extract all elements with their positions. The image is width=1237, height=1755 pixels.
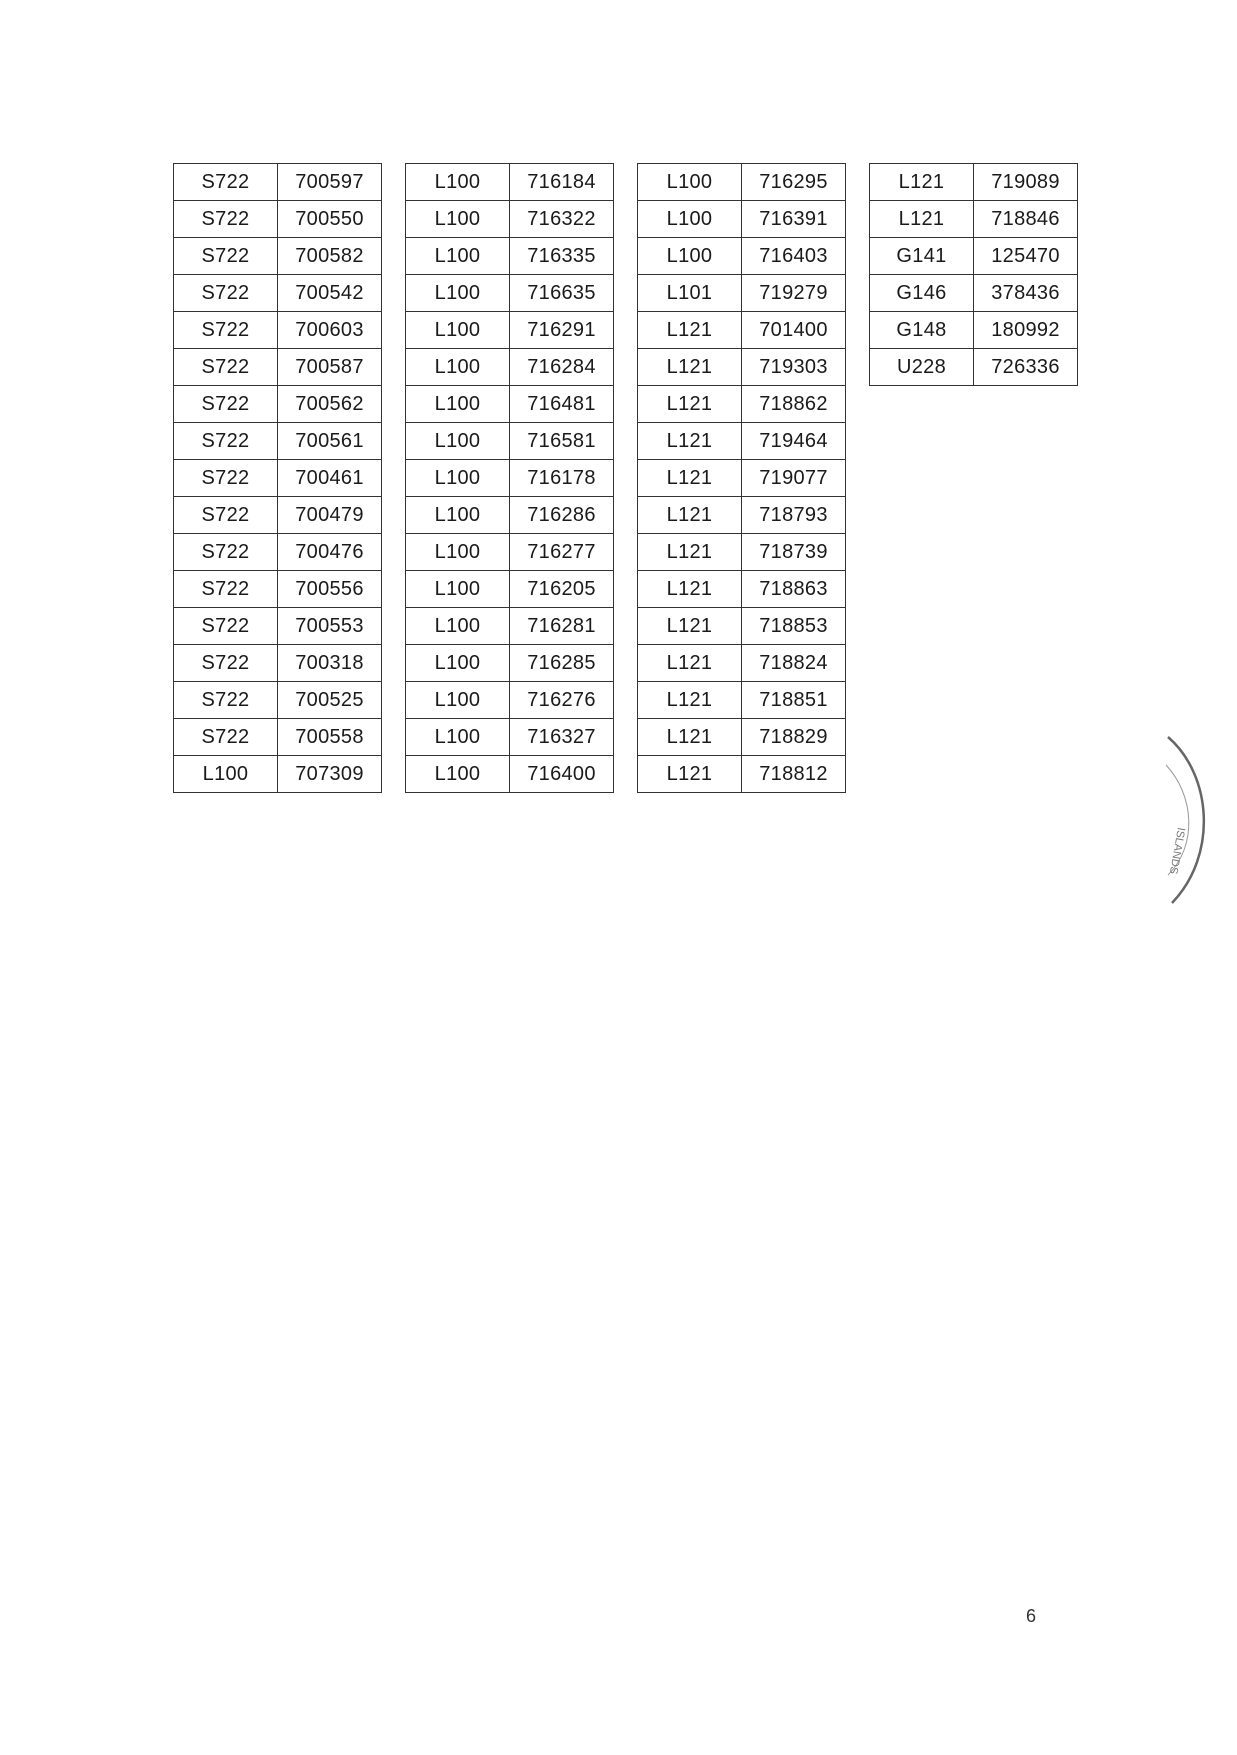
series-code-cell: L100 (406, 201, 510, 238)
series-code-cell: L100 (406, 719, 510, 756)
table-row (638, 608, 846, 645)
table-row (870, 275, 1078, 312)
serial-number-cell: 707309 (278, 756, 382, 793)
serial-number-cell: 700461 (278, 460, 382, 497)
series-code-cell: L100 (406, 164, 510, 201)
table-row (174, 645, 382, 682)
table-row (174, 608, 382, 645)
serial-number-cell: 700603 (278, 312, 382, 349)
series-code-cell: S722 (174, 201, 278, 238)
table-row (406, 164, 614, 201)
serial-number-cell: 716284 (510, 349, 614, 386)
table-row (174, 386, 382, 423)
serial-number-cell: 718824 (742, 645, 846, 682)
series-code-cell: L100 (406, 423, 510, 460)
table-row (638, 534, 846, 571)
series-code-cell: G146 (870, 275, 974, 312)
series-code-cell: L121 (638, 349, 742, 386)
table-row (638, 349, 846, 386)
series-code-cell: L100 (406, 497, 510, 534)
serial-number-cell: 718812 (742, 756, 846, 793)
table-row (174, 275, 382, 312)
serial-number-cell: 726336 (974, 349, 1078, 386)
code-table-3 (637, 163, 846, 793)
series-code-cell: L100 (406, 275, 510, 312)
series-code-cell: S722 (174, 386, 278, 423)
code-table-4 (869, 163, 1078, 386)
table-row (638, 645, 846, 682)
series-code-cell: S722 (174, 460, 278, 497)
table-row (638, 386, 846, 423)
table-row (406, 238, 614, 275)
series-code-cell: L100 (406, 238, 510, 275)
series-code-cell: L121 (870, 201, 974, 238)
serial-number-cell: 716335 (510, 238, 614, 275)
serial-number-cell: 716286 (510, 497, 614, 534)
code-table-2 (405, 163, 614, 793)
series-code-cell: L121 (638, 534, 742, 571)
series-code-cell: L121 (638, 571, 742, 608)
table-row (870, 349, 1078, 386)
serial-number-cell: 716178 (510, 460, 614, 497)
table-row (174, 423, 382, 460)
table-row (174, 534, 382, 571)
series-code-cell: L100 (174, 756, 278, 793)
table-row (638, 275, 846, 312)
serial-number-cell: 716481 (510, 386, 614, 423)
series-code-cell: L121 (638, 312, 742, 349)
serial-number-cell: 716291 (510, 312, 614, 349)
serial-number-cell: 719077 (742, 460, 846, 497)
series-code-cell: L121 (638, 682, 742, 719)
serial-number-cell: 700587 (278, 349, 382, 386)
series-code-cell: L121 (638, 719, 742, 756)
series-code-cell: U228 (870, 349, 974, 386)
series-code-cell: L121 (638, 497, 742, 534)
series-code-cell: S722 (174, 164, 278, 201)
serial-number-cell: 718793 (742, 497, 846, 534)
serial-number-cell: 700525 (278, 682, 382, 719)
stamp-seal-fragment (1160, 735, 1220, 905)
series-code-cell: S722 (174, 275, 278, 312)
series-code-cell: L100 (406, 756, 510, 793)
serial-number-cell: 716327 (510, 719, 614, 756)
table-row (406, 423, 614, 460)
serial-number-cell: 700542 (278, 275, 382, 312)
table-row (174, 349, 382, 386)
table-row (174, 756, 382, 793)
table-row (406, 756, 614, 793)
serial-number-cell: 700561 (278, 423, 382, 460)
serial-number-cell: 700476 (278, 534, 382, 571)
series-code-cell: S722 (174, 497, 278, 534)
serial-number-cell: 700479 (278, 497, 382, 534)
series-code-cell: L121 (638, 460, 742, 497)
series-code-cell: S722 (174, 682, 278, 719)
series-code-cell: L100 (406, 682, 510, 719)
series-code-cell: L100 (406, 608, 510, 645)
serial-number-cell: 719303 (742, 349, 846, 386)
serial-number-cell: 700550 (278, 201, 382, 238)
series-code-cell: L101 (638, 275, 742, 312)
series-code-cell: G148 (870, 312, 974, 349)
serial-number-cell: 718829 (742, 719, 846, 756)
table-row (638, 756, 846, 793)
table-row (406, 312, 614, 349)
series-code-cell: L100 (406, 534, 510, 571)
table-row (638, 719, 846, 756)
serial-number-cell: 716285 (510, 645, 614, 682)
table-row (406, 460, 614, 497)
serial-number-cell: 716276 (510, 682, 614, 719)
series-code-cell: S722 (174, 608, 278, 645)
serial-number-cell: 716581 (510, 423, 614, 460)
serial-number-cell: 716322 (510, 201, 614, 238)
series-code-cell: L100 (406, 312, 510, 349)
table-row (406, 645, 614, 682)
table-row (870, 312, 1078, 349)
table-row (406, 608, 614, 645)
serial-number-cell: 718846 (974, 201, 1078, 238)
serial-number-cell: 700597 (278, 164, 382, 201)
serial-number-cell: 700553 (278, 608, 382, 645)
series-code-cell: L121 (638, 608, 742, 645)
series-code-cell: S722 (174, 534, 278, 571)
series-code-cell: L100 (406, 645, 510, 682)
series-code-cell: S722 (174, 312, 278, 349)
series-code-cell: L100 (638, 238, 742, 275)
serial-number-cell: 716205 (510, 571, 614, 608)
table-row (174, 719, 382, 756)
code-table-1 (173, 163, 382, 793)
series-code-cell: S722 (174, 719, 278, 756)
series-code-cell: S722 (174, 349, 278, 386)
serial-number-cell: 716403 (742, 238, 846, 275)
svg-text:ISLANDS: ISLANDS (1166, 826, 1187, 875)
table-row (174, 312, 382, 349)
table-row (406, 719, 614, 756)
serial-number-cell: 700558 (278, 719, 382, 756)
serial-number-cell: 716277 (510, 534, 614, 571)
table-row (406, 349, 614, 386)
table-row (870, 201, 1078, 238)
table-row (638, 460, 846, 497)
table-row (638, 682, 846, 719)
series-code-cell: L121 (638, 423, 742, 460)
series-code-cell: L100 (638, 201, 742, 238)
table-row (406, 386, 614, 423)
serial-number-cell: 716391 (742, 201, 846, 238)
table-row (174, 497, 382, 534)
table-row (638, 423, 846, 460)
table-row (406, 497, 614, 534)
serial-number-cell: 700582 (278, 238, 382, 275)
table-row (870, 164, 1078, 201)
serial-number-cell: 716635 (510, 275, 614, 312)
table-row (174, 682, 382, 719)
serial-number-cell: 700556 (278, 571, 382, 608)
serial-number-cell: 180992 (974, 312, 1078, 349)
serial-number-cell: 716295 (742, 164, 846, 201)
table-row (870, 238, 1078, 275)
series-code-cell: S722 (174, 423, 278, 460)
serial-number-cell: 378436 (974, 275, 1078, 312)
serial-number-cell: 716184 (510, 164, 614, 201)
table-row (406, 275, 614, 312)
series-code-cell: L121 (870, 164, 974, 201)
serial-number-cell: 718863 (742, 571, 846, 608)
page-number: 6 (1026, 1606, 1037, 1626)
series-code-cell: G141 (870, 238, 974, 275)
table-row (174, 201, 382, 238)
table-row (406, 571, 614, 608)
serial-number-cell: 719279 (742, 275, 846, 312)
series-code-cell: S722 (174, 645, 278, 682)
table-row (638, 201, 846, 238)
series-code-cell: L100 (406, 349, 510, 386)
serial-number-cell: 719464 (742, 423, 846, 460)
series-code-cell: L100 (406, 386, 510, 423)
table-row (406, 682, 614, 719)
series-code-cell: L100 (638, 164, 742, 201)
series-code-cell: L100 (406, 571, 510, 608)
table-row (174, 460, 382, 497)
table-row (638, 238, 846, 275)
serial-number-cell: 700562 (278, 386, 382, 423)
table-row (406, 534, 614, 571)
table-row (638, 164, 846, 201)
serial-number-cell: 719089 (974, 164, 1078, 201)
series-code-cell: L100 (406, 460, 510, 497)
serial-number-cell: 125470 (974, 238, 1078, 275)
table-row (638, 312, 846, 349)
serial-number-cell: 700318 (278, 645, 382, 682)
serial-number-cell: 701400 (742, 312, 846, 349)
table-row (406, 201, 614, 238)
serial-number-cell: 718853 (742, 608, 846, 645)
serial-number-cell: 718851 (742, 682, 846, 719)
table-row (638, 571, 846, 608)
serial-number-cell: 718862 (742, 386, 846, 423)
table-row (638, 497, 846, 534)
series-code-cell: S722 (174, 238, 278, 275)
table-row (174, 571, 382, 608)
serial-number-cell: 716281 (510, 608, 614, 645)
serial-number-cell: 716400 (510, 756, 614, 793)
series-code-cell: L121 (638, 645, 742, 682)
series-code-cell: S722 (174, 571, 278, 608)
series-code-cell: L121 (638, 756, 742, 793)
serial-number-cell: 718739 (742, 534, 846, 571)
table-row (174, 238, 382, 275)
series-code-cell: L121 (638, 386, 742, 423)
table-row (174, 164, 382, 201)
